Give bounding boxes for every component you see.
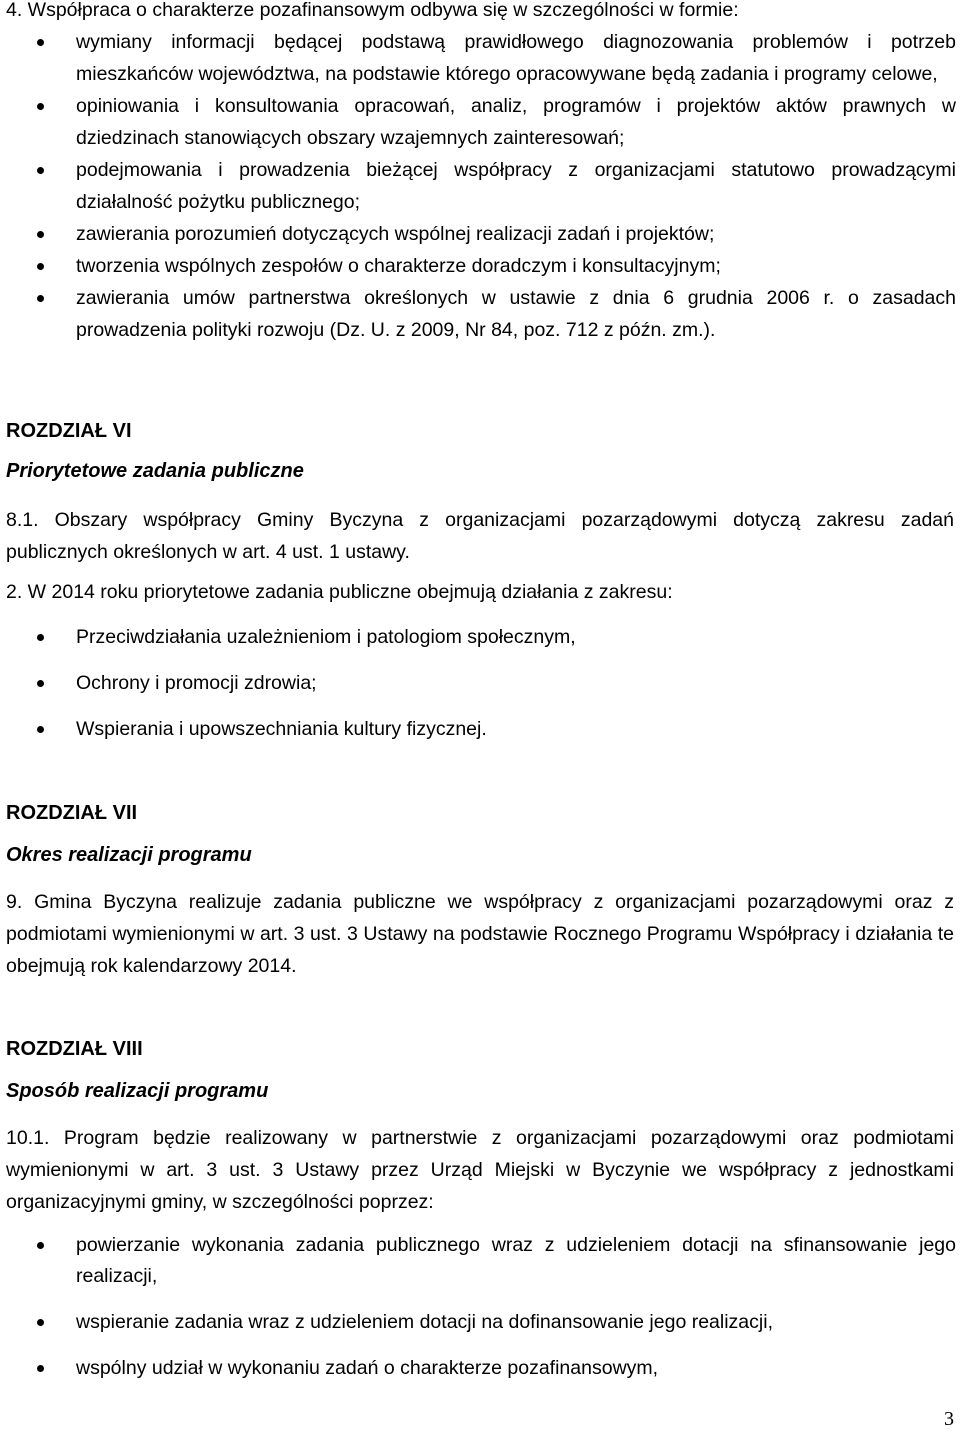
list-item: Przeciwdziałania uzależnieniom i patologiom społecznym, [0,622,956,653]
chapter-7-heading: ROZDZIAŁ VII [6,802,138,824]
list-item: zawierania umów partnerstwa określonych w ustawie z dnia 6 grudnia 2006 r. o zasadach prowadzenia polityki rozwoju (Dz. U. z 2009, Nr 84, poz. 712 z późn. zm.). [0,282,956,346]
page-number: 3 [944,1408,954,1430]
list-item: wspólny udział w wykonaniu zadań o charakterze pozafinansowym, [0,1353,956,1384]
realization-forms-list [0,1230,956,1399]
chapter-7-title: Okres realizacji programu [6,844,252,866]
chapter-8-heading: ROZDZIAŁ VIII [6,1038,143,1060]
chapter-8-paragraph-1: 10.1. Program będzie realizowany w partnerstwie z organizacjami pozarządowymi oraz podmiotami wymienionymi w art. 3 ust. 3 Ustawy przez Urząd Miejski w Byczynie we współpracy z jednostkami organizacyjnymi gminy, w szczególności poprzez: [6,1127,954,1213]
list-item: powierzanie wykonania zadania publicznego wraz z udzieleniem dotacji na sfinansowanie jego realizacji, [0,1230,956,1292]
list-item: zawierania porozumień dotyczących wspólnej realizacji zadań i projektów; [0,218,956,250]
chapter-6-title: Priorytetowe zadania publiczne [6,460,304,482]
list-item: Wspierania i upowszechniania kultury fizycznej. [0,714,956,745]
chapter-8-title: Sposób realizacji programu [6,1080,269,1102]
list-item: Ochrony i promocji zdrowia; [0,668,956,699]
section-4-intro: 4. Współpraca o charakterze pozafinansowym odbywa się w szczególności w formie: [6,0,739,21]
list-item: podejmowania i prowadzenia bieżącej współpracy z organizacjami statutowo prowadzącymi działalność pożytku publicznego; [0,154,956,218]
cooperation-forms-list [0,26,956,346]
chapter-6-heading: ROZDZIAŁ VI [6,420,132,442]
list-item: wymiany informacji będącej podstawą prawidłowego diagnozowania problemów i potrzeb mieszkańców województwa, na podstawie którego opracowywane będą zadania i programy celowe, [0,26,956,90]
list-item: opiniowania i konsultowania opracowań, analiz, programów i projektów aktów prawnych w dziedzinach stanowiących obszary wzajemnych zainteresowań; [0,90,956,154]
list-item: wspieranie zadania wraz z udzieleniem dotacji na dofinansowanie jego realizacji, [0,1307,956,1338]
chapter-6-paragraph-1: 8.1. Obszary współpracy Gminy Byczyna z organizacjami pozarządowymi dotyczą zakresu zadań publicznych określonych w art. 4 ust. 1 ustawy. [6,509,954,563]
priority-tasks-list [0,622,956,760]
chapter-6-paragraph-2: 2. W 2014 roku priorytetowe zadania publiczne obejmują działania z zakresu: [6,581,673,603]
list-item: tworzenia wspólnych zespołów o charakterze doradczym i konsultacyjnym; [0,250,956,282]
chapter-7-paragraph-1: 9. Gmina Byczyna realizuje zadania publiczne we współpracy z organizacjami pozarządowymi oraz z podmiotami wymienionymi w art. 3 ust. 3 Ustawy na podstawie Rocznego Programu Współpracy i działania te obejmują rok kalendarzowy 2014. [6,891,954,977]
